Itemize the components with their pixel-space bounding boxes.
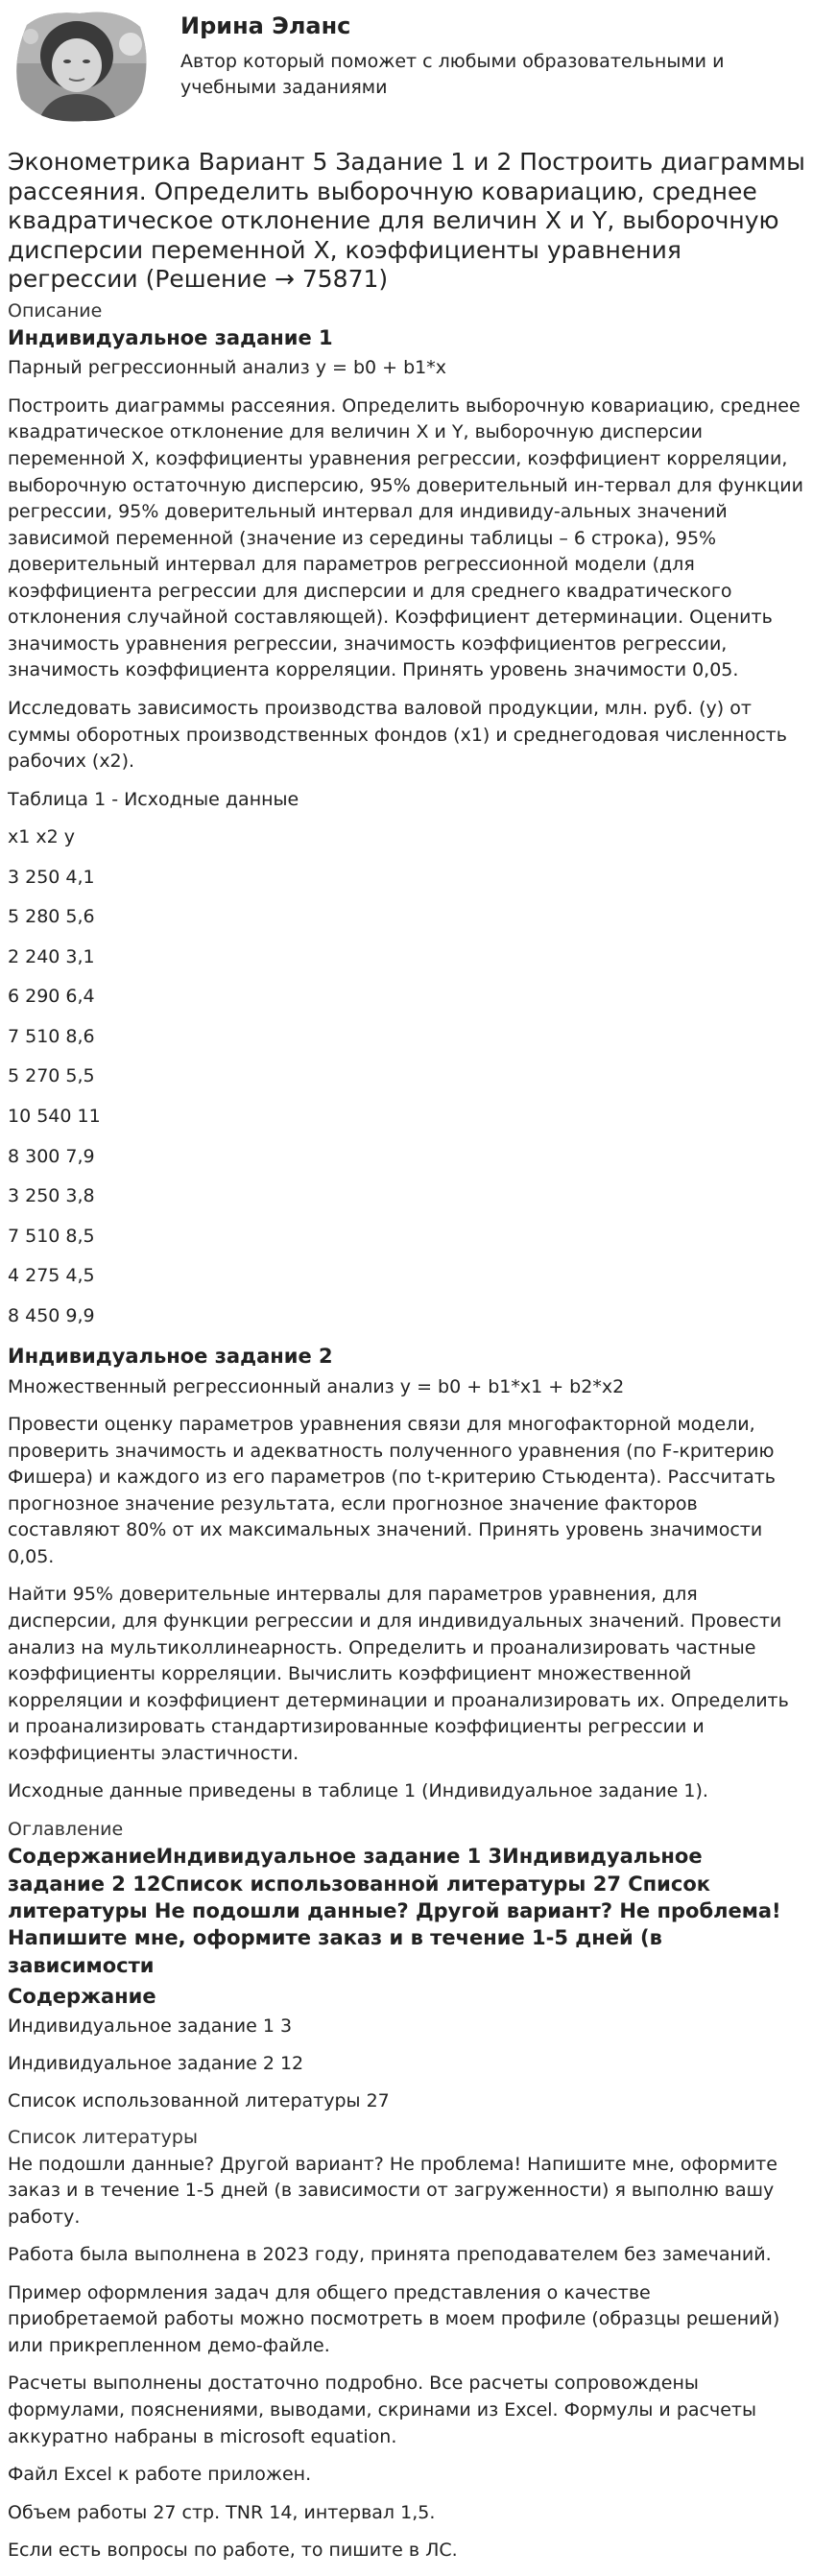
literature-paragraph: Расчеты выполнены достаточно подробно. Все расчеты сопровождены формулами, пояснениями, выводами, скринами из Excel. Формулы и расчеты аккуратно набраны в microsoft equation.: [8, 2373, 756, 2447]
literature-paragraph: Работа была выполнена в 2023 году, принята преподавателем без замечаний.: [8, 2244, 772, 2266]
task2-subtitle: Множественный регрессионный анализ y = b0 + b1*x1 + b2*x2: [8, 1375, 625, 1397]
toc-summary: СодержаниеИндивидуальное задание 1 3Индивидуальное задание 2 12Список использованной литературы 27 Список литературы Не подошли данные? Другой вариант? Не проблема! Напишите мне, оформите заказ и в течение 1-5 дней (в зависимости: [8, 1845, 781, 1977]
table-caption: Таблица 1 - Исходные данные: [8, 788, 299, 810]
table-row: 10 540 11: [8, 1105, 101, 1127]
task2-paragraph: Исходные данные приведены в таблице 1 (Индивидуальное задание 1).: [8, 1780, 708, 1802]
toc-item: Индивидуальное задание 2 12: [8, 2052, 304, 2074]
table-row: 8 300 7,9: [8, 1145, 95, 1167]
literature-label: Список литературы: [8, 2127, 198, 2149]
author-description: Автор который поможет с любыми образовательными и учебными заданиями: [180, 50, 725, 99]
author-avatar[interactable]: [8, 6, 152, 127]
table-row: 7 510 8,6: [8, 1025, 95, 1047]
task1-heading: Индивидуальное задание 1: [8, 326, 333, 350]
table-row: 8 450 9,9: [8, 1304, 95, 1326]
data-table: [8, 824, 805, 1329]
task1-paragraph: Исследовать зависимость производства валовой продукции, млн. руб. (y) от суммы оборотных производственных фондов (x1) и среднегодовая численность рабочих (x2).: [8, 697, 787, 773]
table-row: x1 x2 y: [8, 826, 75, 848]
task1-paragraph: Построить диаграммы рассеяния. Определить выборочную ковариацию, среднее квадратическое отклонение для величин X и Y, выборочную дисперсии переменной X, коэффициенты уравнения регрессии, коэффициент корреляции, выборочную остаточную дисперсию, 95% доверительный ин-тервал для функции регрессии, 95% доверительный интервал для индивиду-альных значений зависимой переменной (значение из середины таблицы – 6 строка), 95% доверительный интервал для параметров регрессионной модели (для коэффициента регрессии для дисперсии и для среднего квадратического отклонения случайной составляющей). Коэффициент детерминации. Оценить значимость уравнения регрессии, значимость коэффициентов регрессии, значимость коэффициента корреляции. Принять уровень значимости 0,05.: [8, 394, 803, 681]
avatar-image: [8, 6, 152, 127]
description-label: Описание: [8, 299, 103, 322]
toc-item: Индивидуальное задание 1 3: [8, 2015, 293, 2038]
table-row: 7 510 8,5: [8, 1225, 95, 1247]
literature-paragraph: Объем работы 27 стр. TNR 14, интервал 1,5.: [8, 2501, 436, 2523]
table-row: 3 250 4,1: [8, 866, 95, 888]
table-row: 4 275 4,5: [8, 1265, 95, 1287]
toc-label: Оглавление: [8, 1818, 124, 1840]
task2-heading: Индивидуальное задание 2: [8, 1345, 333, 1369]
literature-paragraph: Если есть вопросы по работе, то пишите в ЛС.: [8, 2540, 458, 2562]
author-card[interactable]: [8, 0, 805, 131]
toc-heading: Содержание: [8, 1985, 156, 2009]
author-name[interactable]: Ирина Эланс: [180, 12, 351, 39]
literature-paragraph: Файл Excel к работе приложен.: [8, 2464, 312, 2486]
literature-paragraph: Не подошли данные? Другой вариант? Не проблема! Напишите мне, оформите заказ и в течение 1-5 дней (в зависимости от загруженности) я выполню вашу работу.: [8, 2153, 777, 2228]
table-row: 5 270 5,5: [8, 1065, 95, 1087]
task2-paragraph: Найти 95% доверительные интервалы для параметров уравнения, для дисперсии, для функции регрессии и для индивидуальных значений. Провести анализ на мультиколлинеарность. Определить и проанализировать частные коэффициенты корреляции. Вычислить коэффициент множественной корреляции и коэффициент детерминации и проанализировать их. Определить и проанализировать стандартизированные коэффициенты регрессии и коэффициенты эластичности.: [8, 1584, 789, 1764]
task1-subtitle: Парный регрессионный анализ y = b0 + b1*x: [8, 357, 447, 379]
task2-paragraph: Провести оценку параметров уравнения связи для многофакторной модели, проверить значимость и адекватность полученного уравнения (по F-критерию Фишера) и каждого из его параметров (по t-критерию Стьюдента). Рассчитать прогнозное значение результата, если прогнозное значение факторов составляют 80% от их максимальных значений. Принять уровень значимости 0,05.: [8, 1414, 776, 1567]
table-row: 2 240 3,1: [8, 945, 95, 967]
author-info: [180, 6, 805, 102]
literature-paragraph: Пример оформления задач для общего представления о качестве приобретаемой работы можно посмотреть в моем профиле (образцы решений) или прикрепленном демо-файле.: [8, 2281, 780, 2356]
table-row: 3 250 3,8: [8, 1185, 95, 1207]
toc-item: Список использованной литературы 27: [8, 2089, 390, 2111]
page-title: Эконометрика Вариант 5 Задание 1 и 2 Построить диаграммы рассеяния. Определить выборочную ковариацию, среднее квадратическое отклонение для величин X и Y, выборочную дисперсии переменной X, коэффициенты уравнения регрессии (Решение → 75871): [8, 148, 805, 293]
table-row: 5 280 5,6: [8, 906, 95, 928]
table-row: 6 290 6,4: [8, 986, 95, 1008]
